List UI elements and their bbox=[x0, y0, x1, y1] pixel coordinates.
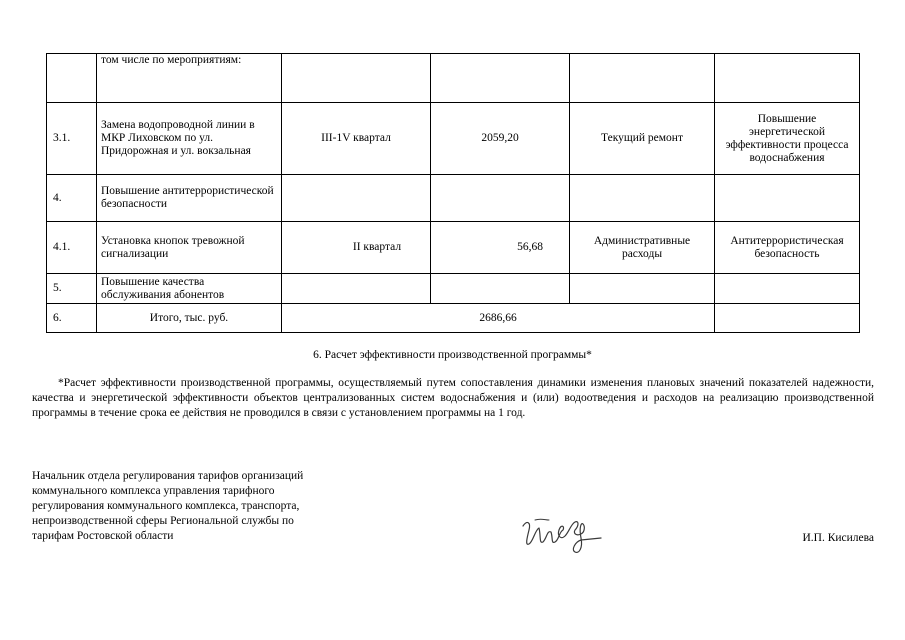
signatory-title-line: регулирования коммунального комплекса, транспорта, bbox=[32, 500, 300, 512]
signatory-title-line: Начальник отдела регулирования тарифов организаций bbox=[32, 470, 304, 482]
cell-num: 4. bbox=[47, 175, 97, 222]
cell-num bbox=[47, 54, 97, 103]
cell-sum: 56,68 bbox=[431, 222, 570, 274]
body-paragraph: *Расчет эффективности производственной программы, осуществляемый путем сопоставления динамики изменения плановых значений показателей надежности, качества и энергетической эффективности объектов централизованных систем водоснабжения и (или) водоотведения и расходов на реализацию производственной программы в течение срока ее действия не проводился в связи с установлением программы на 1 год. bbox=[32, 377, 874, 419]
table-row bbox=[47, 103, 860, 175]
cell-effect: Антитеррористическая безопасность bbox=[715, 222, 860, 274]
signatory-title-line: непроизводственной сферы Региональной службы по bbox=[32, 515, 294, 527]
cell-period bbox=[282, 54, 431, 103]
cell-name: том числе по мероприятиям: bbox=[97, 54, 282, 103]
cell-name: Замена водопроводной линии в МКР Лиховском по ул. Придорожная и ул. вокзальная bbox=[97, 103, 282, 175]
table-row bbox=[47, 54, 860, 103]
cell-period bbox=[282, 274, 431, 304]
cell-name: Повышение антитеррористической безопасности bbox=[97, 175, 282, 222]
section-heading: 6. Расчет эффективности производственной программы* bbox=[313, 349, 592, 361]
cell-total: 2686,66 bbox=[282, 304, 715, 333]
handwritten-signature-icon bbox=[515, 500, 615, 560]
cell-period: III-1V квартал bbox=[282, 103, 431, 175]
signatory-title bbox=[32, 469, 362, 544]
cell-type bbox=[570, 54, 715, 103]
cell-effect bbox=[715, 274, 860, 304]
table-row bbox=[47, 274, 860, 304]
table-row bbox=[47, 222, 860, 274]
table-row-total bbox=[47, 304, 860, 333]
cell-period: II квартал bbox=[282, 222, 431, 274]
cell-name: Установка кнопок тревожной сигнализации bbox=[97, 222, 282, 274]
cell-num: 4.1. bbox=[47, 222, 97, 274]
cell-name: Повышение качества обслуживания абонентов bbox=[97, 274, 282, 304]
signatory-name: И.П. Кисилева bbox=[802, 532, 874, 544]
cell-sum bbox=[431, 54, 570, 103]
cell-period bbox=[282, 175, 431, 222]
cell-type: Административные расходы bbox=[570, 222, 715, 274]
cell-effect bbox=[715, 304, 860, 333]
signatory-title-line: тарифам Ростовской области bbox=[32, 530, 174, 542]
cell-effect bbox=[715, 175, 860, 222]
signatory-title-line: коммунального комплекса управления тарифного bbox=[32, 485, 275, 497]
cell-name: Итого, тыс. руб. bbox=[97, 304, 282, 333]
cell-num: 6. bbox=[47, 304, 97, 333]
cell-type: Текущий ремонт bbox=[570, 103, 715, 175]
cell-num: 5. bbox=[47, 274, 97, 304]
cell-effect bbox=[715, 54, 860, 103]
cell-sum bbox=[431, 175, 570, 222]
cell-type bbox=[570, 175, 715, 222]
cell-type bbox=[570, 274, 715, 304]
cell-effect: Повышение энергетической эффективности процесса водоснабжения bbox=[715, 103, 860, 175]
table-row bbox=[47, 175, 860, 222]
cell-sum: 2059,20 bbox=[431, 103, 570, 175]
cell-num: 3.1. bbox=[47, 103, 97, 175]
cell-sum bbox=[431, 274, 570, 304]
program-table bbox=[46, 53, 860, 333]
